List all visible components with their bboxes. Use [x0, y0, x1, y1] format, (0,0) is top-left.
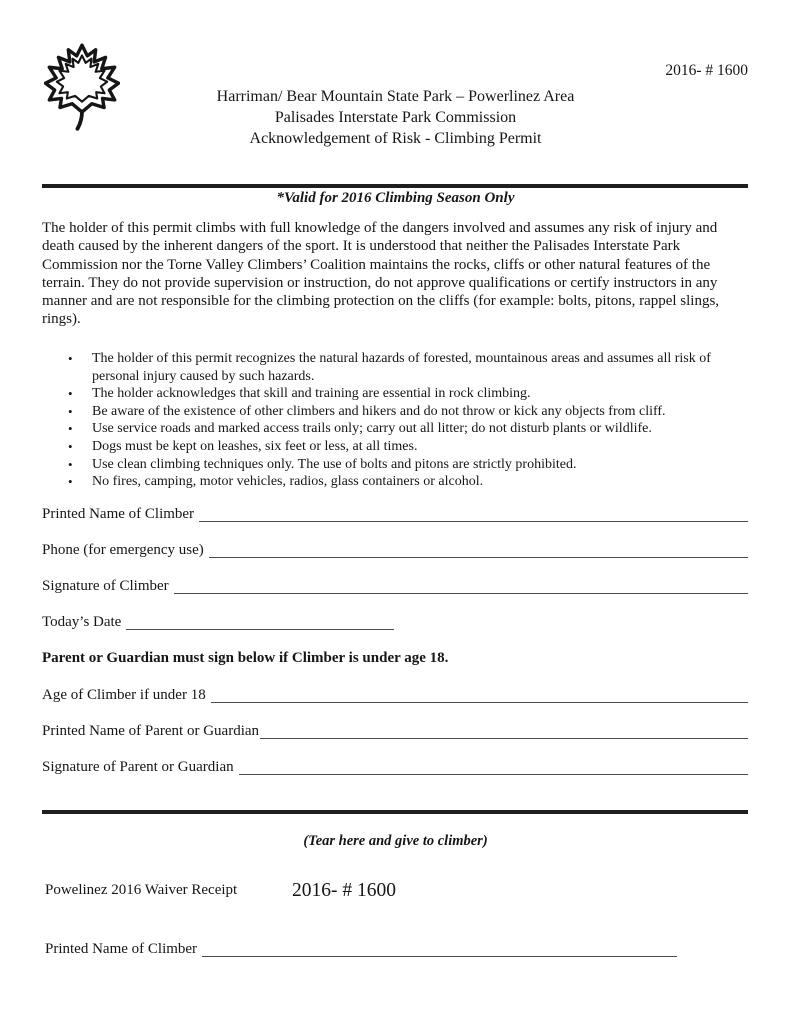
- bullet-icon: [68, 350, 73, 369]
- field-label: Printed Name of Climber: [45, 941, 198, 957]
- phone-input-line[interactable]: [209, 557, 748, 558]
- bullet-icon: [68, 456, 73, 475]
- rule-text: The holder acknowledges that skill and training are essential in rock climbing.: [92, 386, 531, 402]
- field-row-phone: [42, 541, 748, 560]
- field-label: Printed Name of Climber: [42, 506, 195, 522]
- rule-text: Dogs must be kept on leashes, six feet or less, at all times.: [92, 438, 418, 454]
- age-input-line[interactable]: [211, 702, 748, 703]
- receipt-number: 2016- # 1600: [292, 880, 396, 901]
- commission-title: Palisades Interstate Park Commission: [274, 109, 517, 126]
- field-row-parent-signature: [42, 758, 748, 777]
- field-label: Phone (for emergency use): [42, 542, 204, 558]
- bullet-icon: [68, 420, 73, 439]
- rule-item: [42, 438, 743, 456]
- permit-number: 2016- # 1600: [665, 62, 748, 79]
- printed-name-input-line[interactable]: [199, 521, 748, 522]
- rule-item: [42, 473, 743, 491]
- field-label: Signature of Climber: [42, 578, 169, 594]
- field-label: Printed Name of Parent or Guardian: [42, 723, 260, 739]
- signature-input-line[interactable]: [174, 593, 748, 594]
- tear-divider: [42, 810, 748, 814]
- bullet-icon: [68, 473, 73, 492]
- bullet-icon: [68, 403, 73, 422]
- field-row-signature: [42, 577, 748, 596]
- rule-text: Be aware of the existence of other climbers and hikers and do not throw or kick any objects from cliff.: [92, 403, 666, 419]
- parent-signature-input-line[interactable]: [239, 774, 748, 775]
- field-row-printed-name: [42, 505, 748, 524]
- receipt-header-row: [45, 876, 748, 902]
- rules-list: [42, 350, 743, 491]
- park-title: Harriman/ Bear Mountain State Park – Powerlinez Area: [216, 88, 575, 105]
- field-row-parent-name: [42, 722, 748, 741]
- bullet-icon: [68, 385, 73, 404]
- field-label: Age of Climber if under 18: [42, 687, 206, 703]
- receipt-label: Powelinez 2016 Waiver Receipt: [45, 882, 238, 898]
- section-divider: [42, 184, 748, 188]
- receipt-printed-name-input-line[interactable]: [202, 956, 677, 957]
- rule-item: [42, 350, 743, 385]
- date-input-line[interactable]: [126, 629, 394, 630]
- rule-item: [42, 456, 743, 474]
- validity-note: *Valid for 2016 Climbing Season Only: [276, 190, 515, 206]
- intro-paragraph: The holder of this permit climbs with full knowledge of the dangers involved and assumes any risk of injury and death caused by the inherent dangers of the sport. It is understood that neither the Palisades Interstate Park Commission nor the Torne Valley Climbers’ Coalition maintains the rocks, cliffs or other natural features of the terrain. They do not provide supervision or instruction, do not approve qualifications or certify instructors in any manner and are not responsible for the climbing protection on the cliffs (for example: bolts, pitons, rappel slings, rings).: [42, 220, 720, 328]
- rule-item: [42, 420, 743, 438]
- rule-item: [42, 403, 743, 421]
- rule-text: Use clean climbing techniques only. The use of bolts and pitons are strictly prohibited.: [92, 456, 577, 472]
- parent-name-input-line[interactable]: [260, 738, 748, 739]
- field-label: Today’s Date: [42, 614, 122, 630]
- field-row-date: [42, 613, 748, 632]
- parent-guardian-note: Parent or Guardian must sign below if Climber is under age 18.: [42, 650, 449, 666]
- rule-text: No fires, camping, motor vehicles, radios, glass containers or alcohol.: [92, 474, 484, 490]
- rule-text: Use service roads and marked access trails only; carry out all litter; do not disturb plants or wildlife.: [92, 421, 652, 437]
- rule-item: [42, 385, 743, 403]
- tear-note: (Tear here and give to climber): [303, 833, 488, 849]
- bullet-icon: [68, 438, 73, 457]
- header-titles: [0, 86, 791, 149]
- document-title: Acknowledgement of Risk - Climbing Permit: [249, 130, 542, 147]
- field-row-age: [42, 686, 748, 705]
- field-label: Signature of Parent or Guardian: [42, 759, 234, 775]
- field-row-receipt-printed-name: [45, 940, 725, 959]
- rule-text: The holder of this permit recognizes the natural hazards of forested, mountainous areas and assumes all risk of personal injury caused by such hazards.: [92, 351, 711, 384]
